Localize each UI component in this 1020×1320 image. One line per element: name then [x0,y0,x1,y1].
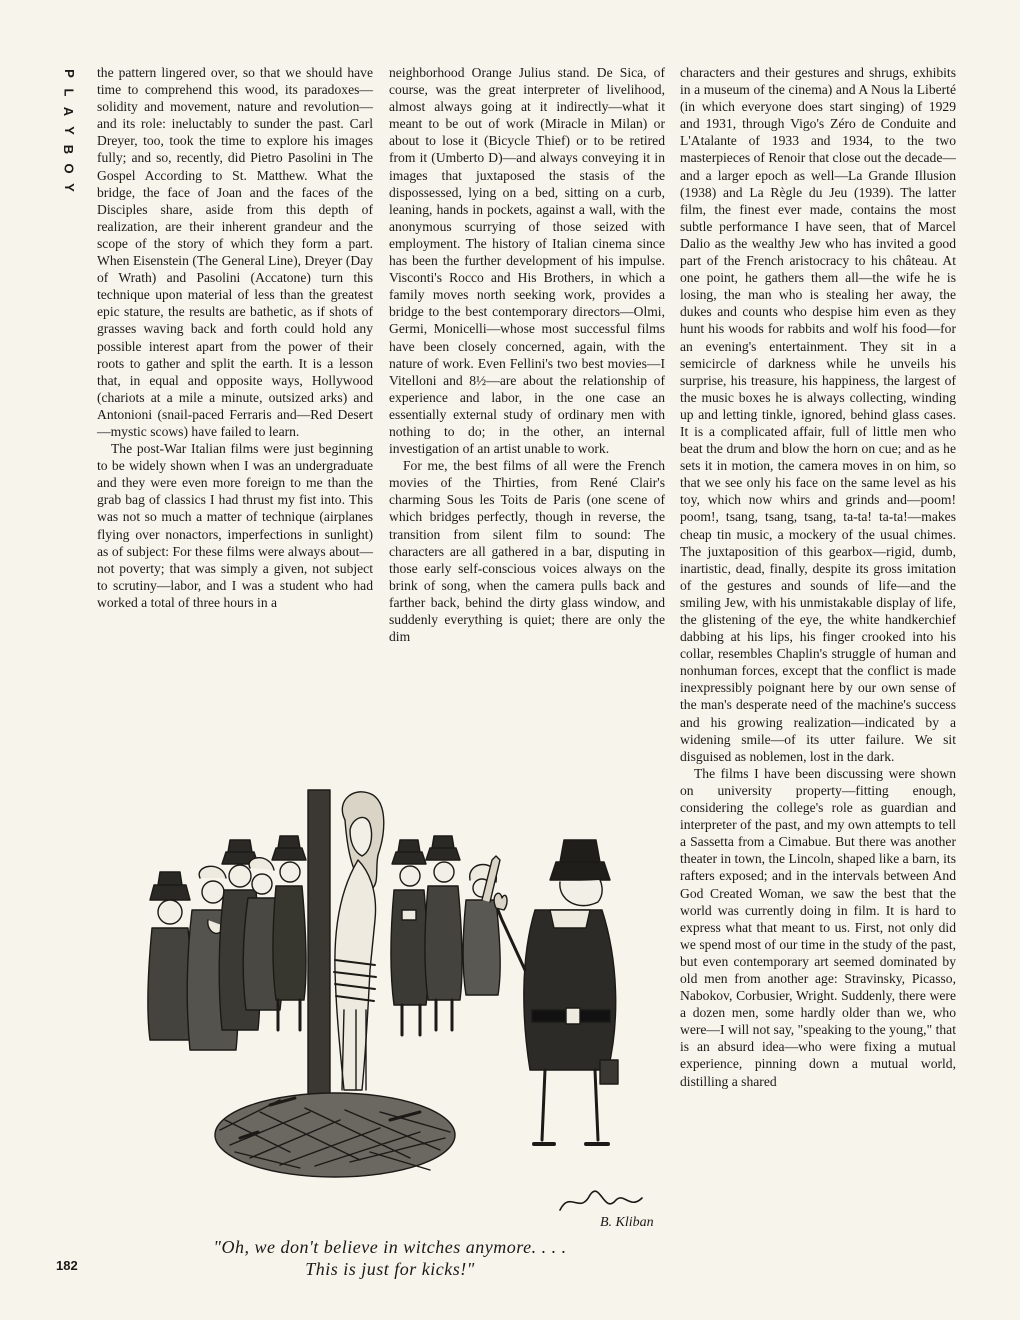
caption-line: "Oh, we don't believe in witches anymore. . . . [213,1237,567,1257]
stake-post [308,790,330,1120]
sidebar-letter: Y [61,126,77,135]
text-column-2 [389,64,665,645]
sidebar-label [58,64,80,197]
paragraph: For me, the best films of all were the French movies of the Thirties, from René Clair's charming Sous les Toits de Paris (one scene of which bridges perfectly, though in reverse, the transition from silent film to sound: The characters are all gathered in a bar, disputing in those early self-conscious voices always on the brink of song, when the camera pulls back and farther back, behind the dirty glass window, and suddenly everything is quiet; there are only the dim [389,458,665,645]
sidebar-letter: A [61,106,77,117]
sidebar-letter: P [61,69,77,78]
signature-flourish [560,1191,642,1210]
sidebar-letter: O [61,163,77,174]
sidebar-letter: Y [61,183,77,192]
pilgrim-crowd-left [148,836,306,1050]
woodpile [215,1093,455,1177]
artist-signature: B. Kliban [600,1215,654,1230]
pilgrim-foreground [494,840,618,1144]
caption-line: This is just for kicks!" [305,1259,475,1279]
page-number: 182 [56,1258,78,1273]
witch-figure [334,792,384,1090]
pilgrim-crowd-right [391,836,500,1035]
paragraph: The post-War Italian films were just beginning to be widely shown when I was an undergraduate and they were even more foreign to me than the grab bag of classics I had thrust my fist into. This was not so much a matter of technique (airplanes flying over nonactors, imperfections in sunlight) as of subject: For these films were always about—not poverty; that was simply a given, not subject to scrutiny—labor, and I was a student who had worked a total of three hours in a [97,441,373,610]
cartoon-caption [150,1236,630,1280]
paragraph: characters and their gestures and shrugs, exhibits in a museum of the cinema) and A Nous la Liberté (in which everyone does start singing) of 1929 and 1931, through Vigo's Zéro de Conduite and L'Atalante of 1933 and 1934, to the two masterpieces of Renoir that close out the decade—and a larger epoch as well—La Grande Illusion (1938) and La Règle du Jeu (1939). The latter film, the finest ever made, contains the most subtle performance I have seen, that of Marcel Dalio as the wealthy Jew who has invited a good part of the French aristocracy to his château. At one point, he gathers them all—the wife he is losing, the man who is stealing her away, the dukes and counts who despise him even as they hunt his woods for rabbits and wolf his food—for an evening's entertainment. They sit in a semicircle of darkness while he unveils his surprise, his treasure, his happiness, the largest of the music boxes he is always collecting, winding up and letting tinkle, ignored, behind glass cases. It is a complicated affair, full of little men who beat the drum and blow the horn on cue; and as he sets it in motion, the camera moves in on him, so that we see only his face on the same level as his toy, which now whirs and grinds and—poom! poom!, tsang, tsang, tsang, ta-ta! ta-ta!—makes cheap tin music, a mockery of the usual chimes. The juxtaposition of this gearbox—rigid, dumb, inartistic, dead, finally, despite its gross imitation of the gestures and sounds of life—and the smiling Jew, with his unmistakable display of life, the glistening of the eye, the white handkerchief dabbing at his lips, his finger crooked into his collar, resembles Chaplin's struggle of human and nonhuman forces, except that the conflict is made inexpressibly poignant here by our own sense of the man's desperate need of the machine's success and his growing realization—indicated by a widening smile—of its utter failure. We sit disguised as noblemen, lost in the dark. [680,65,956,764]
sidebar-letter: L [61,88,77,97]
sidebar-letter: B [61,144,77,155]
paragraph: the pattern lingered over, so that we should have time to comprehend this wood, its paradoxes—solidity and movement, nature and revolution—and its role: ineluctably to sunder the past. Carl Dreyer, too, took the time to explore his images fully; and so, recently, did Pietro Pasolini in The Gospel According to St. Matthew. What the bridge, the face of Joan and the faces of the Disciples share, aside from this depth of realization, are their inherent grandeur and the scope of the story of which they form a part. When Eisenstein (The General Line), Dreyer (Day of Wrath) and Pasolini (Accatone) turn this technique upon material of less than the greatest epic stature, the results are bathetic, as if shots of grasses waving back and forth could hold any possible interest apart from the power of their roots to gather and split the earth. It is a lesson that, in equal and opposite ways, Hollywood (chariots at a mile a minute, outsized arks) and Antonioni (snail-paced Ferraris and—Red Desert—mystic scows) have failed to learn. [97,65,373,439]
text-column-3 [680,64,956,1090]
paragraph: The films I have been discussing were shown on university property—fitting enough, considering the college's role as guardian and interpreter of the past, and my own attempts to tell a Sassetta from a Cimabue. But there was another theater in town, the Lincoln, shaped like a barn, its rafters exposed; and in the intervals between And God Created Woman, we saw the best that the world was currently doing in film. It is hard to express what that meant to us. First, not only did we spend most of our time in the study of the past, but even contemporary art seemed dominated by old men from another age: Stravinsky, Picasso, Nabokov, Corbusier, Wright. Suddenly, there were a dozen men, some hardly older than we, who were—I will not say, "speaking to the young," that is an absurd idea—who were fixing a mutual experience, pinning down a mutual world, distilling a shared [680,765,956,1089]
paragraph: neighborhood Orange Julius stand. De Sica, of course, was the great interpreter of livelihood, almost always going at it indirectly—what it meant to be out of work (Miracle in Milan) or about to lose it (Bicycle Thief) or to be retired from it (Umberto D)—and always conveying it in images that juxtaposed the stasis of the dispossessed, lying on a bed, sitting on a curb, leaning, hands in pockets, against a wall, with the anonymous scurrying of those seized with employment. The history of Italian cinema since has been the further development of his impulse. Visconti's Rocco and His Brothers, in which a family moves north seeking work, provides a bridge to the best contemporary directors—Olmi, Germi, Monicelli—whose most successful films have been closely concerned, again, with the nature of work. Even Fellini's two best movies—I Vitelloni and 8½—are about the relationship of experience and labor, in the one case an essentially external study of ordinary men with nothing to do; in the other, an internal investigation of an artist unable to work. [389,65,665,457]
cartoon-illustration [130,760,660,1230]
text-column-1 [97,64,373,611]
